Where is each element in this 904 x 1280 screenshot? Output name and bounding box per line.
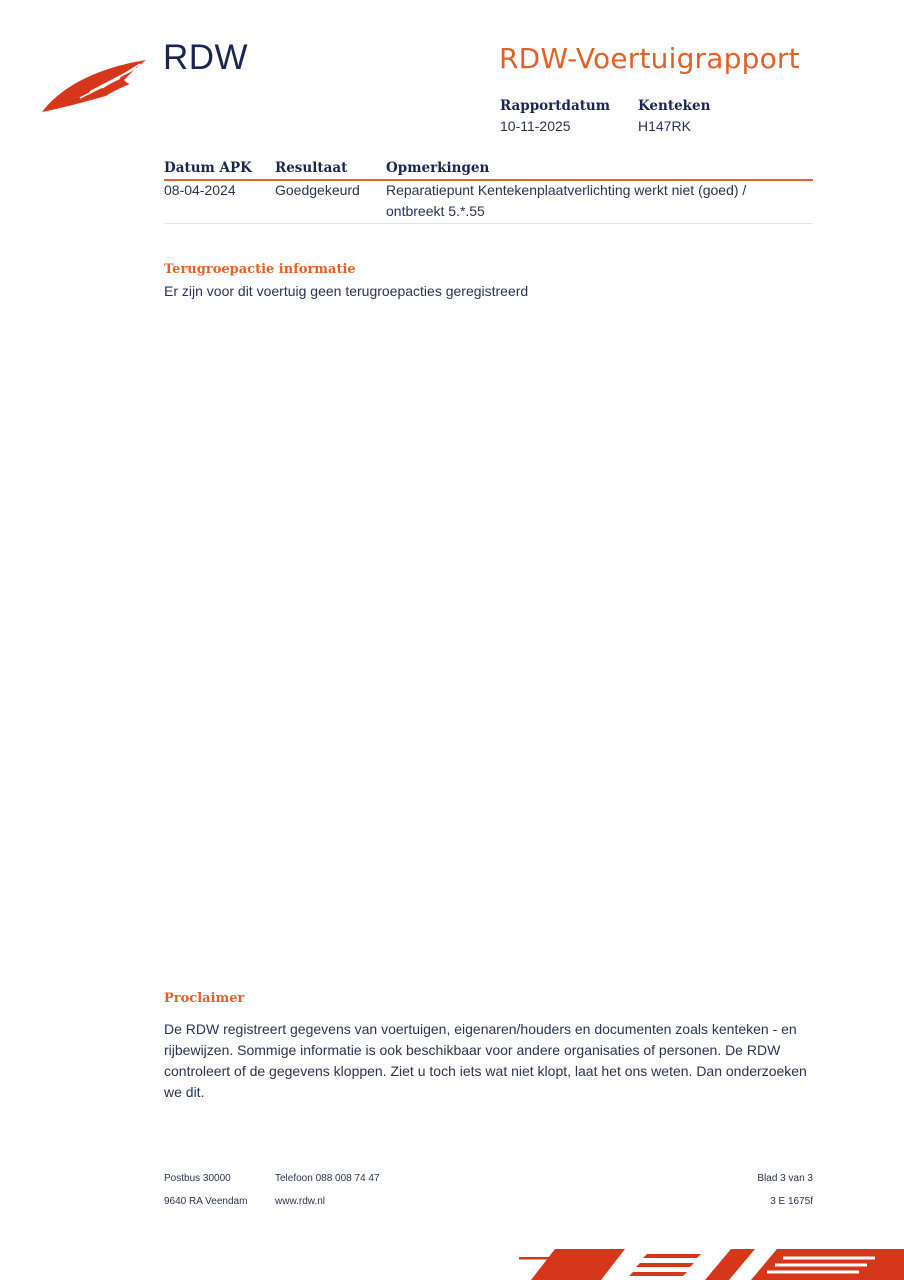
cell-datum: 08-04-2024 (164, 182, 236, 198)
rapportdatum-label: Rapportdatum (500, 98, 611, 114)
kenteken-label: Kenteken (638, 98, 711, 114)
proclaimer-line: we dit. (164, 1084, 205, 1100)
footer-website: www.rdw.nl (275, 1196, 326, 1207)
kenteken-value: H147RK (638, 118, 691, 134)
column-header-opmerkingen: Opmerkingen (386, 160, 490, 176)
proclaimer-line: rijbewijzen. Sommige informatie is ook beschikbaar voor andere organisaties of personen. De RDW (164, 1042, 781, 1058)
footer-address-line2: 9640 RA Veendam (164, 1196, 248, 1207)
footer-code: 3 E 1675f (770, 1196, 813, 1207)
rdw-feather-logo-icon (40, 58, 150, 116)
column-header-datum-apk: Datum APK (164, 160, 252, 176)
footer-phone: Telefoon 088 008 74 47 (275, 1173, 380, 1184)
column-header-resultaat: Resultaat (275, 160, 348, 176)
recall-text: Er zijn voor dit voertuig geen terugroepacties geregistreerd (164, 283, 529, 299)
report-title: RDW-Voertuigrapport (499, 42, 800, 75)
proclaimer-body (164, 1019, 824, 1103)
cell-opmerkingen-line2: ontbreekt 5.*.55 (386, 203, 485, 219)
footer-address-line1: Postbus 30000 (164, 1173, 231, 1184)
brand-name: RDW (163, 38, 249, 77)
cell-resultaat: Goedgekeurd (275, 182, 360, 198)
proclaimer-title: Proclaimer (164, 991, 245, 1006)
table-row-divider (164, 223, 813, 224)
proclaimer-line: De RDW registreert gegevens van voertuigen, eigenaren/houders en documenten zoals kenteken - en (164, 1021, 797, 1037)
cell-opmerkingen-line1: Reparatiepunt Kentekenplaatverlichting werkt niet (goed) / (386, 182, 747, 198)
proclaimer-line: controleert of de gegevens kloppen. Ziet u toch iets wat niet klopt, laat het ons weten. Dan onderzoeken (164, 1063, 807, 1079)
rdw-speed-stripes-icon (515, 1244, 904, 1280)
recall-title: Terugroepactie informatie (164, 262, 356, 277)
footer-page-number: Blad 3 van 3 (757, 1173, 813, 1184)
rapportdatum-value: 10-11-2025 (500, 118, 571, 134)
apk-table (164, 158, 813, 228)
